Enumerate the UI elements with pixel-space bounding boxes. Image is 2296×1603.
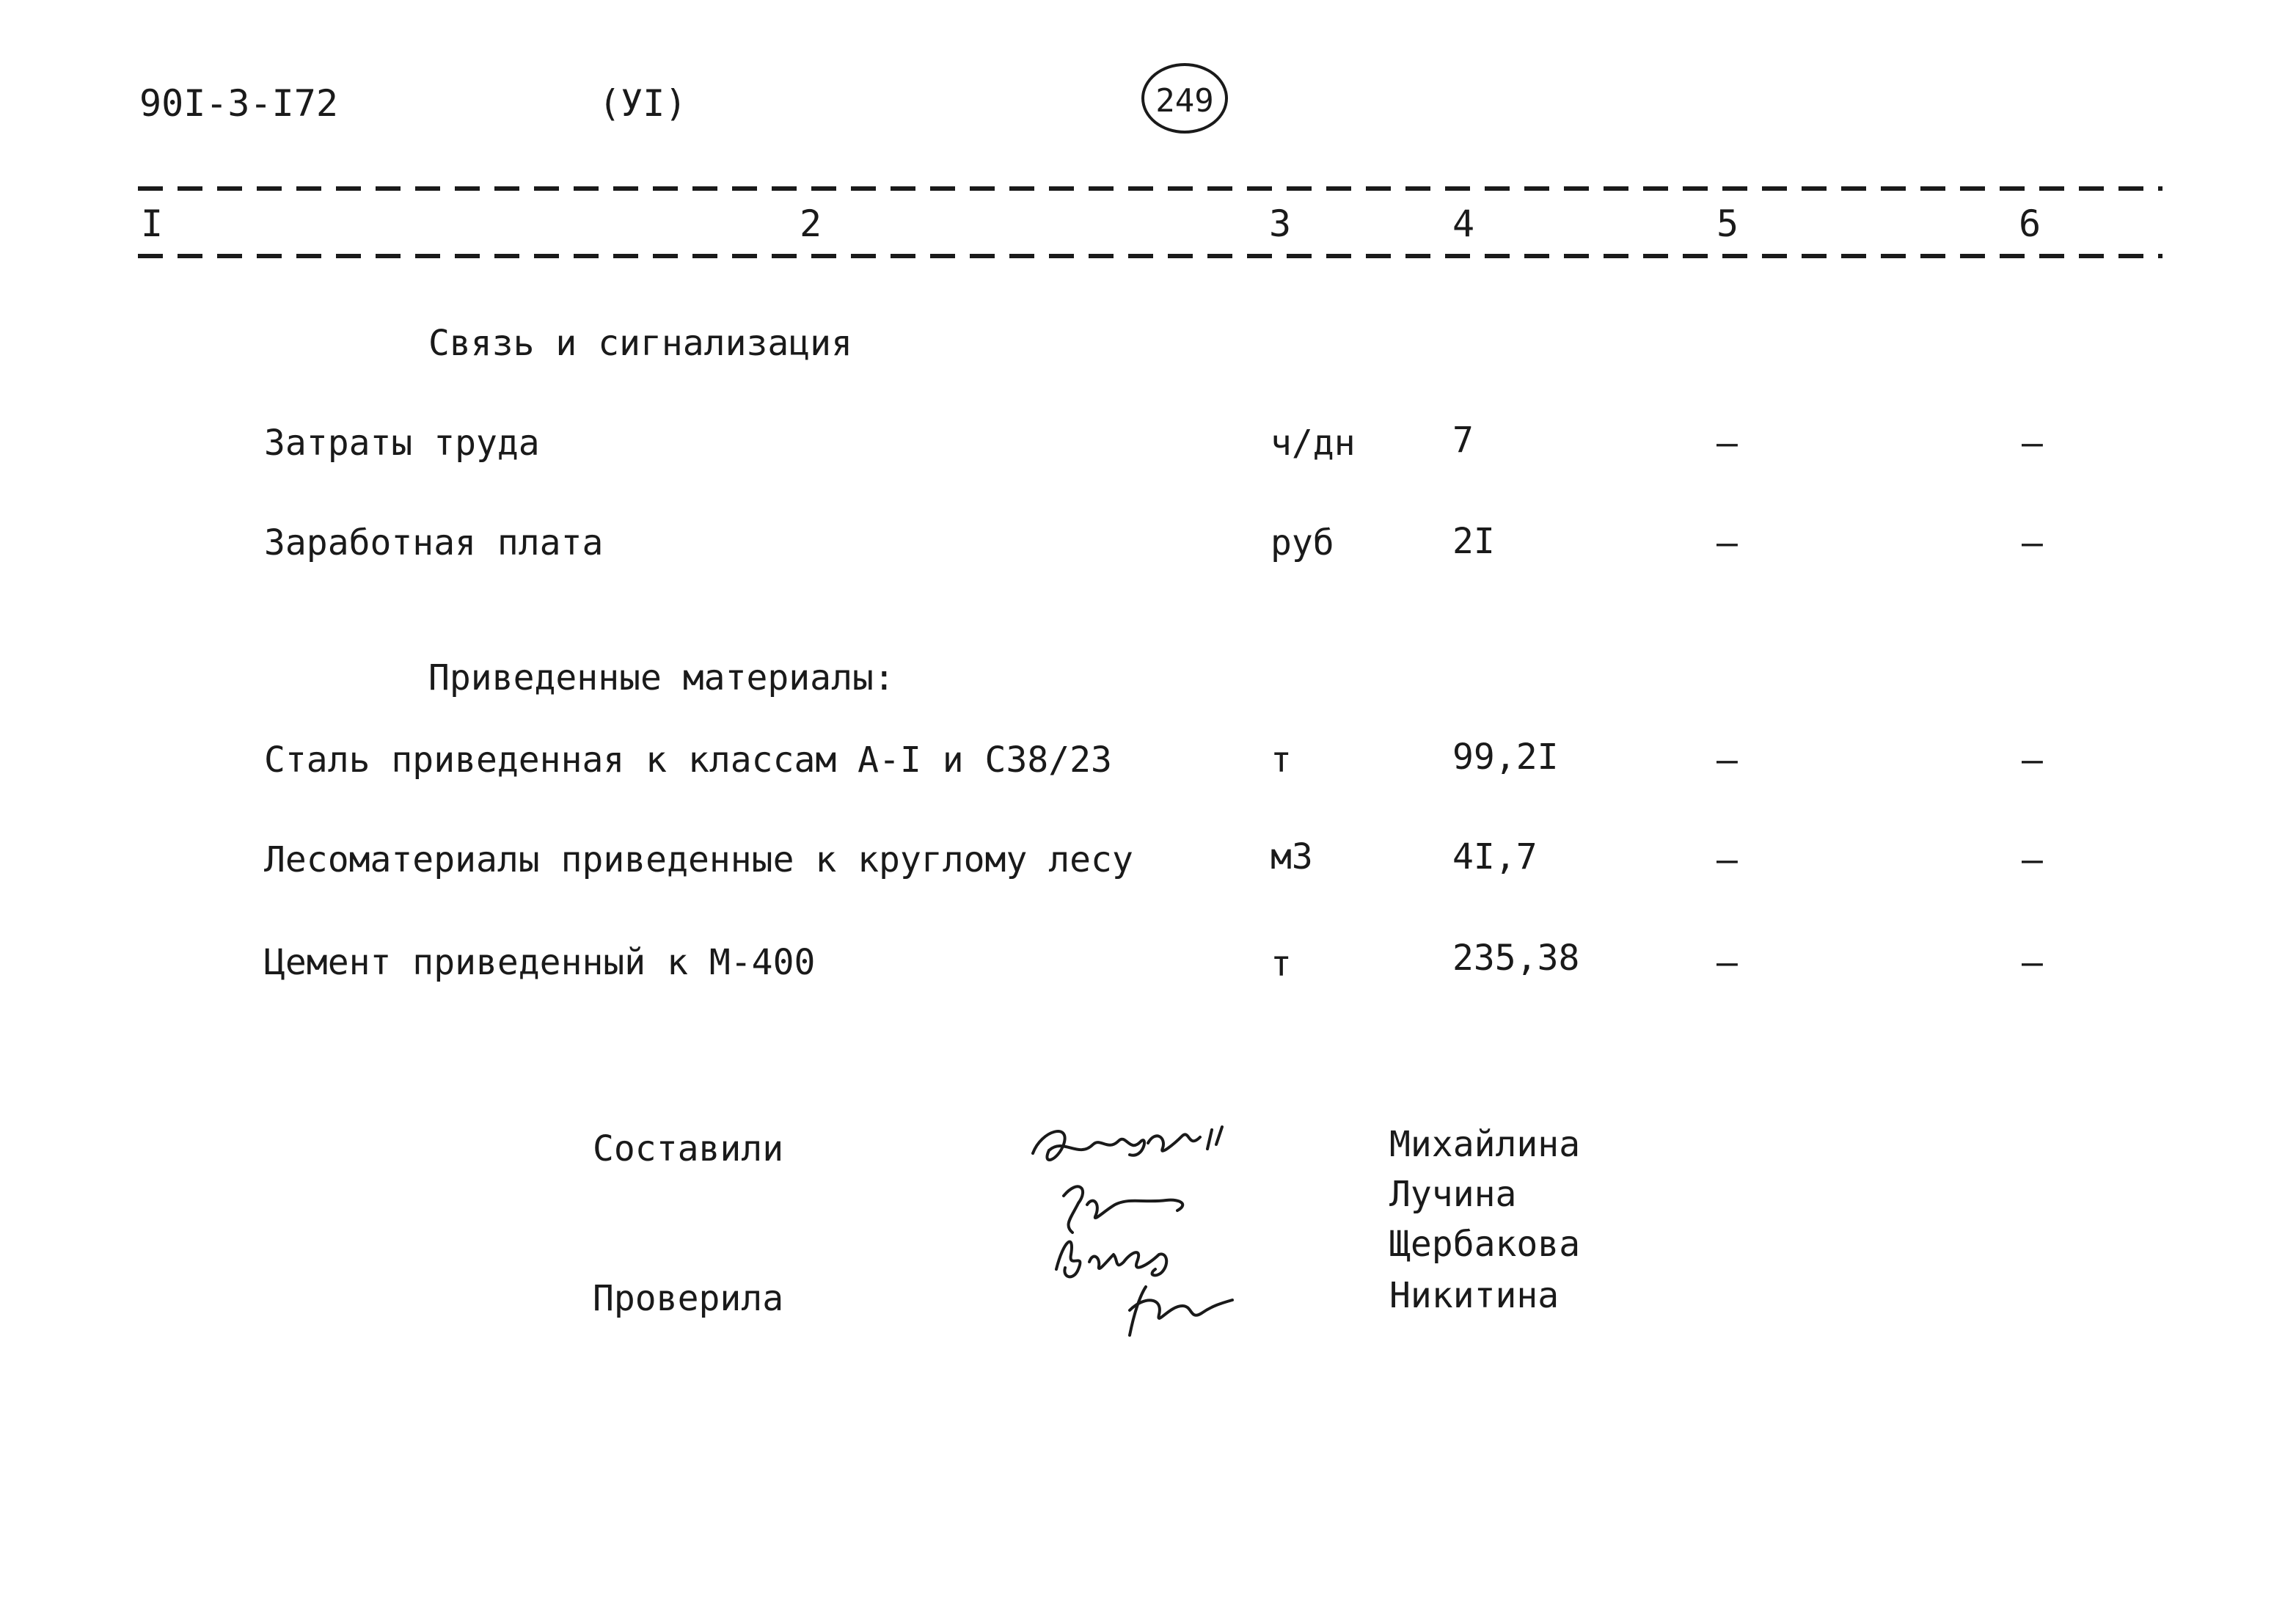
table-top-rule <box>138 186 2162 191</box>
row-unit: руб <box>1271 522 1334 563</box>
row-col5: – <box>1716 423 1738 464</box>
row-value: 7 <box>1452 420 1474 461</box>
row-col6: – <box>2022 740 2043 781</box>
column-header-2: 2 <box>800 202 822 245</box>
row-col6: – <box>2022 423 2043 464</box>
row-name: Сталь приведенная к классам А-I и С38/23 <box>264 740 1112 781</box>
row-col6: – <box>2022 839 2043 880</box>
section-code: (УI) <box>599 82 687 125</box>
signer-name: Никитина <box>1389 1275 1560 1316</box>
section-title-materials: Приведенные материалы: <box>428 657 895 698</box>
checked-by-label: Проверила <box>593 1278 784 1319</box>
row-value: 4I,7 <box>1452 836 1538 877</box>
row-value: 2I <box>1452 521 1495 562</box>
handwritten-signatures <box>1020 1108 1328 1350</box>
row-col5: – <box>1716 942 1738 983</box>
column-header-4: 4 <box>1452 202 1475 245</box>
row-name: Лесоматериалы приведенные к круглому лесу <box>264 839 1133 880</box>
row-name: Цемент приведенный к М-400 <box>264 942 816 983</box>
row-value: 99,2I <box>1452 737 1559 778</box>
signer-name: Лучина <box>1389 1174 1517 1215</box>
section-title-communication: Связь и сигнализация <box>428 323 852 364</box>
row-name: Заработная плата <box>264 522 604 563</box>
row-unit: ч/дн <box>1271 423 1356 464</box>
row-value: 235,38 <box>1452 938 1580 979</box>
page-number-stamp <box>1141 63 1228 134</box>
row-name: Затраты труда <box>264 423 540 464</box>
column-header-5: 5 <box>1716 202 1739 245</box>
row-col6: – <box>2022 522 2043 563</box>
document-code: 90I-3-I72 <box>139 82 338 125</box>
signer-name: Михайлина <box>1389 1124 1581 1165</box>
signer-name: Щербакова <box>1389 1224 1581 1265</box>
table-header-rule <box>138 254 2162 258</box>
row-unit: т <box>1271 943 1292 985</box>
composed-by-label: Составили <box>593 1128 784 1169</box>
row-col5: – <box>1716 522 1738 563</box>
row-col6: – <box>2022 942 2043 983</box>
column-header-3: 3 <box>1269 202 1292 245</box>
page-number: 249 <box>1155 82 1214 120</box>
column-header-6: 6 <box>2019 202 2041 245</box>
column-header-1: I <box>141 202 164 245</box>
row-col5: – <box>1716 839 1738 880</box>
row-unit: т <box>1271 740 1292 781</box>
row-unit: м3 <box>1271 836 1313 877</box>
row-col5: – <box>1716 740 1738 781</box>
